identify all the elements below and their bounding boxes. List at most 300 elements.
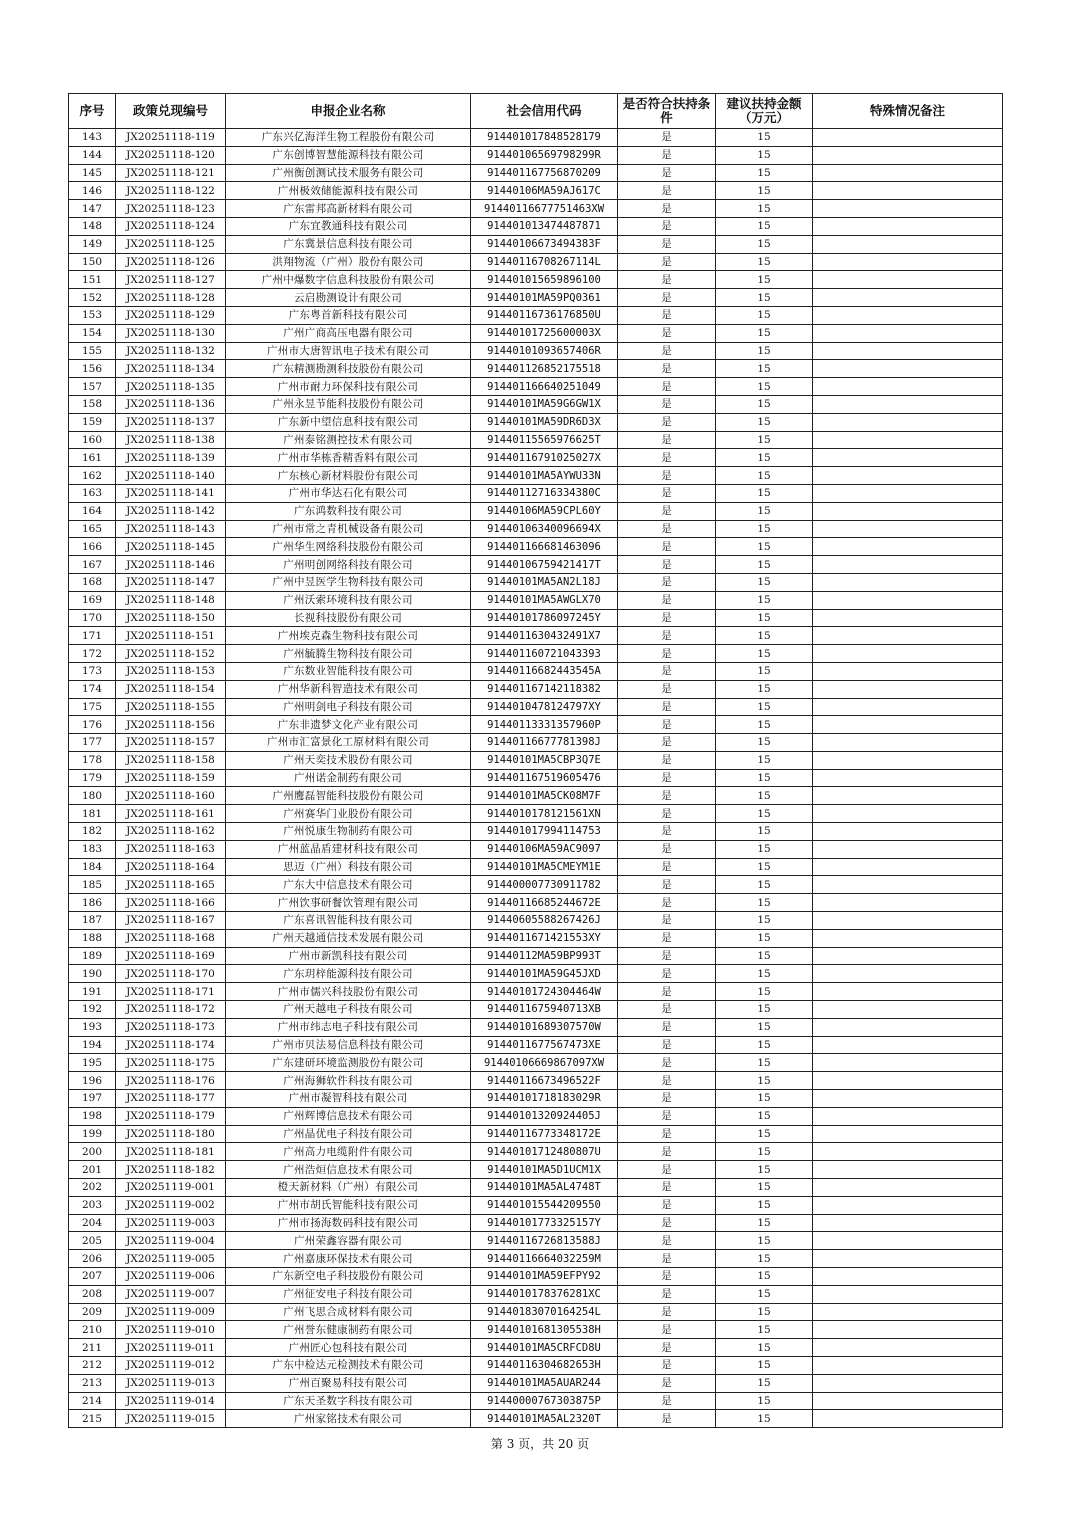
cell-amount: 15 (716, 965, 813, 983)
cell-amount: 15 (716, 413, 813, 431)
cell-seq: 169 (69, 591, 116, 609)
cell-policy-no: JX20251118-126 (116, 253, 226, 271)
cell-eligible: 是 (618, 698, 716, 716)
header-remarks: 特殊情况备注 (813, 94, 1003, 129)
cell-eligible: 是 (618, 1374, 716, 1392)
cell-credit-code: 91440115565976625T (471, 431, 618, 449)
cell-eligible: 是 (618, 573, 716, 591)
cell-policy-no: JX20251118-121 (116, 164, 226, 182)
cell-remarks (813, 769, 1003, 787)
table-row (69, 947, 1003, 965)
table-row (69, 306, 1003, 324)
cell-credit-code: 91440101MA59G45JXD (471, 965, 618, 983)
cell-credit-code: 91440183070164254L (471, 1303, 618, 1321)
cell-policy-no: JX20251118-156 (116, 716, 226, 734)
cell-amount: 15 (716, 1072, 813, 1090)
cell-remarks (813, 573, 1003, 591)
cell-policy-no: JX20251118-160 (116, 787, 226, 805)
table-row (69, 609, 1003, 627)
cell-company: 广州衡创测试技术服务有限公司 (226, 164, 471, 182)
cell-credit-code: 91440101MA5CK08M7F (471, 787, 618, 805)
cell-company: 广东创博智慧能源科技有限公司 (226, 146, 471, 164)
cell-credit-code: 9144011677567473XE (471, 1036, 618, 1054)
cell-policy-no: JX20251118-147 (116, 573, 226, 591)
cell-remarks (813, 680, 1003, 698)
cell-seq: 177 (69, 734, 116, 752)
cell-seq: 149 (69, 235, 116, 253)
cell-amount: 15 (716, 1179, 813, 1197)
table-row (69, 1196, 1003, 1214)
cell-company: 广州明创网络科技有限公司 (226, 556, 471, 574)
cell-policy-no: JX20251119-012 (116, 1356, 226, 1374)
table-row (69, 840, 1003, 858)
cell-remarks (813, 840, 1003, 858)
cell-seq: 198 (69, 1107, 116, 1125)
cell-amount: 15 (716, 271, 813, 289)
cell-eligible: 是 (618, 146, 716, 164)
cell-remarks (813, 1285, 1003, 1303)
cell-credit-code: 91440101MA5D1UCM1X (471, 1161, 618, 1179)
header-amount: 建议扶持金额（万元） (716, 94, 813, 129)
cell-remarks (813, 823, 1003, 841)
table-row (69, 1143, 1003, 1161)
cell-eligible: 是 (618, 1232, 716, 1250)
cell-eligible: 是 (618, 520, 716, 538)
cell-remarks (813, 146, 1003, 164)
cell-remarks (813, 645, 1003, 663)
cell-company: 广东兴亿海洋生物工程股份有限公司 (226, 129, 471, 147)
table-row (69, 395, 1003, 413)
cell-eligible: 是 (618, 787, 716, 805)
cell-seq: 210 (69, 1321, 116, 1339)
cell-policy-no: JX20251118-170 (116, 965, 226, 983)
cell-amount: 15 (716, 1018, 813, 1036)
cell-remarks (813, 253, 1003, 271)
cell-credit-code: 914401167519605476 (471, 769, 618, 787)
table-row (69, 894, 1003, 912)
cell-credit-code: 914401160721043393 (471, 645, 618, 663)
cell-credit-code: 91440101320924405J (471, 1107, 618, 1125)
cell-company: 广州晶优电子科技有限公司 (226, 1125, 471, 1143)
cell-policy-no: JX20251118-180 (116, 1125, 226, 1143)
cell-eligible: 是 (618, 1001, 716, 1019)
cell-policy-no: JX20251118-136 (116, 395, 226, 413)
cell-company: 广州华生网络科技股份有限公司 (226, 538, 471, 556)
cell-remarks (813, 467, 1003, 485)
cell-amount: 15 (716, 662, 813, 680)
cell-seq: 156 (69, 360, 116, 378)
cell-company: 云启勘测设计有限公司 (226, 289, 471, 307)
cell-amount: 15 (716, 573, 813, 591)
cell-seq: 163 (69, 484, 116, 502)
cell-seq: 143 (69, 129, 116, 147)
cell-eligible: 是 (618, 360, 716, 378)
cell-policy-no: JX20251118-176 (116, 1072, 226, 1090)
table-row (69, 538, 1003, 556)
cell-company: 广州百聚易科技有限公司 (226, 1374, 471, 1392)
table-row (69, 1036, 1003, 1054)
cell-seq: 180 (69, 787, 116, 805)
cell-remarks (813, 1232, 1003, 1250)
cell-seq: 187 (69, 912, 116, 930)
cell-seq: 170 (69, 609, 116, 627)
cell-remarks (813, 217, 1003, 235)
cell-eligible: 是 (618, 1356, 716, 1374)
cell-eligible: 是 (618, 1072, 716, 1090)
cell-seq: 168 (69, 573, 116, 591)
cell-company: 广东玥梓能源科技有限公司 (226, 965, 471, 983)
cell-credit-code: 91440101MA5AL4748T (471, 1179, 618, 1197)
cell-credit-code: 91440116773348172E (471, 1125, 618, 1143)
cell-seq: 199 (69, 1125, 116, 1143)
table-row (69, 289, 1003, 307)
cell-company: 广州飞思合成材料有限公司 (226, 1303, 471, 1321)
cell-amount: 15 (716, 1356, 813, 1374)
cell-credit-code: 91440101681305538H (471, 1321, 618, 1339)
cell-eligible: 是 (618, 1036, 716, 1054)
cell-credit-code: 91440106759421417T (471, 556, 618, 574)
cell-policy-no: JX20251118-163 (116, 840, 226, 858)
cell-credit-code: 914401126852175518 (471, 360, 618, 378)
cell-amount: 15 (716, 1161, 813, 1179)
table-row (69, 484, 1003, 502)
table-row (69, 876, 1003, 894)
cell-seq: 151 (69, 271, 116, 289)
cell-seq: 211 (69, 1339, 116, 1357)
cell-policy-no: JX20251119-001 (116, 1179, 226, 1197)
cell-credit-code: 914401166640251049 (471, 378, 618, 396)
cell-policy-no: JX20251118-150 (116, 609, 226, 627)
cell-remarks (813, 289, 1003, 307)
cell-amount: 15 (716, 894, 813, 912)
cell-seq: 197 (69, 1090, 116, 1108)
table-row (69, 1161, 1003, 1179)
cell-credit-code: 91440101MA5AN2L18J (471, 573, 618, 591)
cell-credit-code: 9144011675940713XB (471, 1001, 618, 1019)
cell-eligible: 是 (618, 556, 716, 574)
cell-policy-no: JX20251118-137 (116, 413, 226, 431)
cell-remarks (813, 502, 1003, 520)
cell-policy-no: JX20251119-011 (116, 1339, 226, 1357)
cell-policy-no: JX20251119-005 (116, 1250, 226, 1268)
cell-eligible: 是 (618, 378, 716, 396)
cell-credit-code: 91440116673496522F (471, 1072, 618, 1090)
cell-policy-no: JX20251118-151 (116, 627, 226, 645)
cell-policy-no: JX20251118-179 (116, 1107, 226, 1125)
cell-policy-no: JX20251118-181 (116, 1143, 226, 1161)
table-row (69, 556, 1003, 574)
cell-policy-no: JX20251118-122 (116, 182, 226, 200)
cell-remarks (813, 1321, 1003, 1339)
cell-policy-no: JX20251118-153 (116, 662, 226, 680)
cell-remarks (813, 787, 1003, 805)
cell-company: 广州天奕技术股份有限公司 (226, 751, 471, 769)
cell-amount: 15 (716, 858, 813, 876)
cell-credit-code: 91440605588267426J (471, 912, 618, 930)
cell-credit-code: 914401013474487871 (471, 217, 618, 235)
cell-seq: 171 (69, 627, 116, 645)
cell-company: 广州明剑电子科技有限公司 (226, 698, 471, 716)
cell-eligible: 是 (618, 182, 716, 200)
cell-seq: 159 (69, 413, 116, 431)
table-row (69, 805, 1003, 823)
cell-remarks (813, 1090, 1003, 1108)
cell-policy-no: JX20251118-143 (116, 520, 226, 538)
cell-amount: 15 (716, 342, 813, 360)
cell-seq: 158 (69, 395, 116, 413)
cell-amount: 15 (716, 556, 813, 574)
cell-company: 广东数业智能科技有限公司 (226, 662, 471, 680)
cell-eligible: 是 (618, 431, 716, 449)
cell-amount: 15 (716, 431, 813, 449)
cell-seq: 209 (69, 1303, 116, 1321)
cell-amount: 15 (716, 823, 813, 841)
table-row (69, 716, 1003, 734)
cell-remarks (813, 235, 1003, 253)
cell-amount: 15 (716, 1125, 813, 1143)
cell-remarks (813, 1179, 1003, 1197)
cell-seq: 186 (69, 894, 116, 912)
cell-eligible: 是 (618, 449, 716, 467)
cell-policy-no: JX20251119-013 (116, 1374, 226, 1392)
cell-credit-code: 9144010178376281XC (471, 1285, 618, 1303)
table-row (69, 1321, 1003, 1339)
cell-policy-no: JX20251118-162 (116, 823, 226, 841)
cell-remarks (813, 912, 1003, 930)
cell-credit-code: 914401015544209550 (471, 1196, 618, 1214)
cell-amount: 15 (716, 1196, 813, 1214)
cell-eligible: 是 (618, 342, 716, 360)
cell-seq: 175 (69, 698, 116, 716)
cell-company: 广州市大唐智讯电子技术有限公司 (226, 342, 471, 360)
cell-seq: 193 (69, 1018, 116, 1036)
cell-remarks (813, 591, 1003, 609)
cell-seq: 213 (69, 1374, 116, 1392)
cell-remarks (813, 360, 1003, 378)
cell-credit-code: 9144010178121561XN (471, 805, 618, 823)
cell-remarks (813, 751, 1003, 769)
cell-company: 广东鸿数科技有限公司 (226, 502, 471, 520)
table-row (69, 734, 1003, 752)
cell-policy-no: JX20251118-132 (116, 342, 226, 360)
cell-credit-code: 91440116736176850U (471, 306, 618, 324)
cell-credit-code: 91440116726813588J (471, 1232, 618, 1250)
table-row (69, 573, 1003, 591)
cell-credit-code: 914401017848528179 (471, 129, 618, 147)
cell-policy-no: JX20251118-119 (116, 129, 226, 147)
cell-company: 广东新中望信息科技有限公司 (226, 413, 471, 431)
cell-company: 广东宜教通科技有限公司 (226, 217, 471, 235)
cell-amount: 15 (716, 360, 813, 378)
cell-eligible: 是 (618, 840, 716, 858)
table-row (69, 1410, 1003, 1428)
cell-eligible: 是 (618, 947, 716, 965)
cell-policy-no: JX20251118-130 (116, 324, 226, 342)
cell-policy-no: JX20251118-142 (116, 502, 226, 520)
table-row (69, 645, 1003, 663)
cell-company: 广东建研环境监测股份有限公司 (226, 1054, 471, 1072)
cell-company: 广州市纬志电子科技有限公司 (226, 1018, 471, 1036)
cell-seq: 178 (69, 751, 116, 769)
table-header (69, 94, 1003, 129)
cell-amount: 15 (716, 680, 813, 698)
cell-credit-code: 91440113331357960P (471, 716, 618, 734)
cell-remarks (813, 1196, 1003, 1214)
cell-eligible: 是 (618, 876, 716, 894)
cell-policy-no: JX20251119-009 (116, 1303, 226, 1321)
cell-policy-no: JX20251118-146 (116, 556, 226, 574)
cell-company: 广州市贝法易信息科技有限公司 (226, 1036, 471, 1054)
table-row (69, 1374, 1003, 1392)
cell-seq: 174 (69, 680, 116, 698)
table-row (69, 698, 1003, 716)
cell-amount: 15 (716, 645, 813, 663)
cell-eligible: 是 (618, 538, 716, 556)
cell-remarks (813, 431, 1003, 449)
cell-company: 广州辉博信息技术有限公司 (226, 1107, 471, 1125)
cell-remarks (813, 734, 1003, 752)
cell-remarks (813, 1054, 1003, 1072)
cell-credit-code: 91440116708267114L (471, 253, 618, 271)
cell-amount: 15 (716, 182, 813, 200)
cell-policy-no: JX20251118-124 (116, 217, 226, 235)
cell-remarks (813, 1303, 1003, 1321)
cell-seq: 162 (69, 467, 116, 485)
cell-seq: 157 (69, 378, 116, 396)
cell-seq: 161 (69, 449, 116, 467)
cell-amount: 15 (716, 1268, 813, 1286)
cell-policy-no: JX20251118-158 (116, 751, 226, 769)
cell-company: 广东非遗梦文化产业有限公司 (226, 716, 471, 734)
cell-remarks (813, 164, 1003, 182)
cell-amount: 15 (716, 538, 813, 556)
cell-credit-code: 91440101MA5AL2320T (471, 1410, 618, 1428)
cell-policy-no: JX20251118-127 (116, 271, 226, 289)
cell-remarks (813, 520, 1003, 538)
cell-amount: 15 (716, 769, 813, 787)
cell-amount: 15 (716, 1285, 813, 1303)
cell-remarks (813, 983, 1003, 1001)
cell-amount: 15 (716, 324, 813, 342)
cell-remarks (813, 378, 1003, 396)
cell-seq: 191 (69, 983, 116, 1001)
cell-credit-code: 91440101MA59DR6D3X (471, 413, 618, 431)
cell-seq: 208 (69, 1285, 116, 1303)
cell-eligible: 是 (618, 1268, 716, 1286)
cell-seq: 189 (69, 947, 116, 965)
table-row (69, 823, 1003, 841)
cell-amount: 15 (716, 1410, 813, 1428)
cell-company: 长视科技股份有限公司 (226, 609, 471, 627)
cell-remarks (813, 1107, 1003, 1125)
cell-company: 思迈（广州）科技有限公司 (226, 858, 471, 876)
cell-policy-no: JX20251118-154 (116, 680, 226, 698)
cell-seq: 147 (69, 200, 116, 218)
cell-credit-code: 91440101MA5CMEYM1E (471, 858, 618, 876)
cell-policy-no: JX20251118-145 (116, 538, 226, 556)
cell-company: 广州匠心包科技有限公司 (226, 1339, 471, 1357)
cell-credit-code: 91440101712480807U (471, 1143, 618, 1161)
cell-company: 广州嘉康环保技术有限公司 (226, 1250, 471, 1268)
cell-seq: 150 (69, 253, 116, 271)
table-row (69, 467, 1003, 485)
cell-remarks (813, 805, 1003, 823)
table-row (69, 983, 1003, 1001)
table-row (69, 129, 1003, 147)
cell-eligible: 是 (618, 253, 716, 271)
cell-amount: 15 (716, 1321, 813, 1339)
table-row (69, 360, 1003, 378)
cell-policy-no: JX20251118-152 (116, 645, 226, 663)
cell-credit-code: 91440116664032259M (471, 1250, 618, 1268)
cell-amount: 15 (716, 253, 813, 271)
cell-remarks (813, 200, 1003, 218)
cell-eligible: 是 (618, 716, 716, 734)
cell-policy-no: JX20251118-164 (116, 858, 226, 876)
cell-credit-code: 91440106MA59AJ617C (471, 182, 618, 200)
cell-credit-code: 91440106MA59AC9097 (471, 840, 618, 858)
table-row (69, 1018, 1003, 1036)
cell-seq: 165 (69, 520, 116, 538)
cell-remarks (813, 129, 1003, 147)
cell-policy-no: JX20251118-166 (116, 894, 226, 912)
cell-remarks (813, 271, 1003, 289)
cell-eligible: 是 (618, 502, 716, 520)
cell-eligible: 是 (618, 680, 716, 698)
cell-eligible: 是 (618, 662, 716, 680)
cell-policy-no: JX20251118-139 (116, 449, 226, 467)
cell-amount: 15 (716, 200, 813, 218)
cell-eligible: 是 (618, 1285, 716, 1303)
cell-amount: 15 (716, 1303, 813, 1321)
cell-seq: 195 (69, 1054, 116, 1072)
table-row (69, 271, 1003, 289)
cell-amount: 15 (716, 502, 813, 520)
cell-seq: 190 (69, 965, 116, 983)
cell-amount: 15 (716, 146, 813, 164)
cell-amount: 15 (716, 1374, 813, 1392)
cell-policy-no: JX20251118-171 (116, 983, 226, 1001)
cell-seq: 152 (69, 289, 116, 307)
cell-eligible: 是 (618, 734, 716, 752)
cell-remarks (813, 306, 1003, 324)
cell-eligible: 是 (618, 1143, 716, 1161)
cell-amount: 15 (716, 983, 813, 1001)
cell-seq: 200 (69, 1143, 116, 1161)
cell-eligible: 是 (618, 983, 716, 1001)
cell-seq: 154 (69, 324, 116, 342)
cell-remarks (813, 1250, 1003, 1268)
cell-seq: 176 (69, 716, 116, 734)
cell-seq: 167 (69, 556, 116, 574)
cell-eligible: 是 (618, 289, 716, 307)
cell-eligible: 是 (618, 324, 716, 342)
cell-policy-no: JX20251118-177 (116, 1090, 226, 1108)
cell-company: 广州极效储能源科技有限公司 (226, 182, 471, 200)
cell-eligible: 是 (618, 1107, 716, 1125)
table-row (69, 1107, 1003, 1125)
cell-company: 洪翔物流（广州）股份有限公司 (226, 253, 471, 271)
cell-amount: 15 (716, 1036, 813, 1054)
cell-amount: 15 (716, 1054, 813, 1072)
table-row (69, 1125, 1003, 1143)
table-row (69, 751, 1003, 769)
cell-amount: 15 (716, 289, 813, 307)
cell-policy-no: JX20251118-135 (116, 378, 226, 396)
cell-policy-no: JX20251119-006 (116, 1268, 226, 1286)
cell-credit-code: 91440106MA59CPL60Y (471, 502, 618, 520)
cell-company: 广州高力电缆附件有限公司 (226, 1143, 471, 1161)
